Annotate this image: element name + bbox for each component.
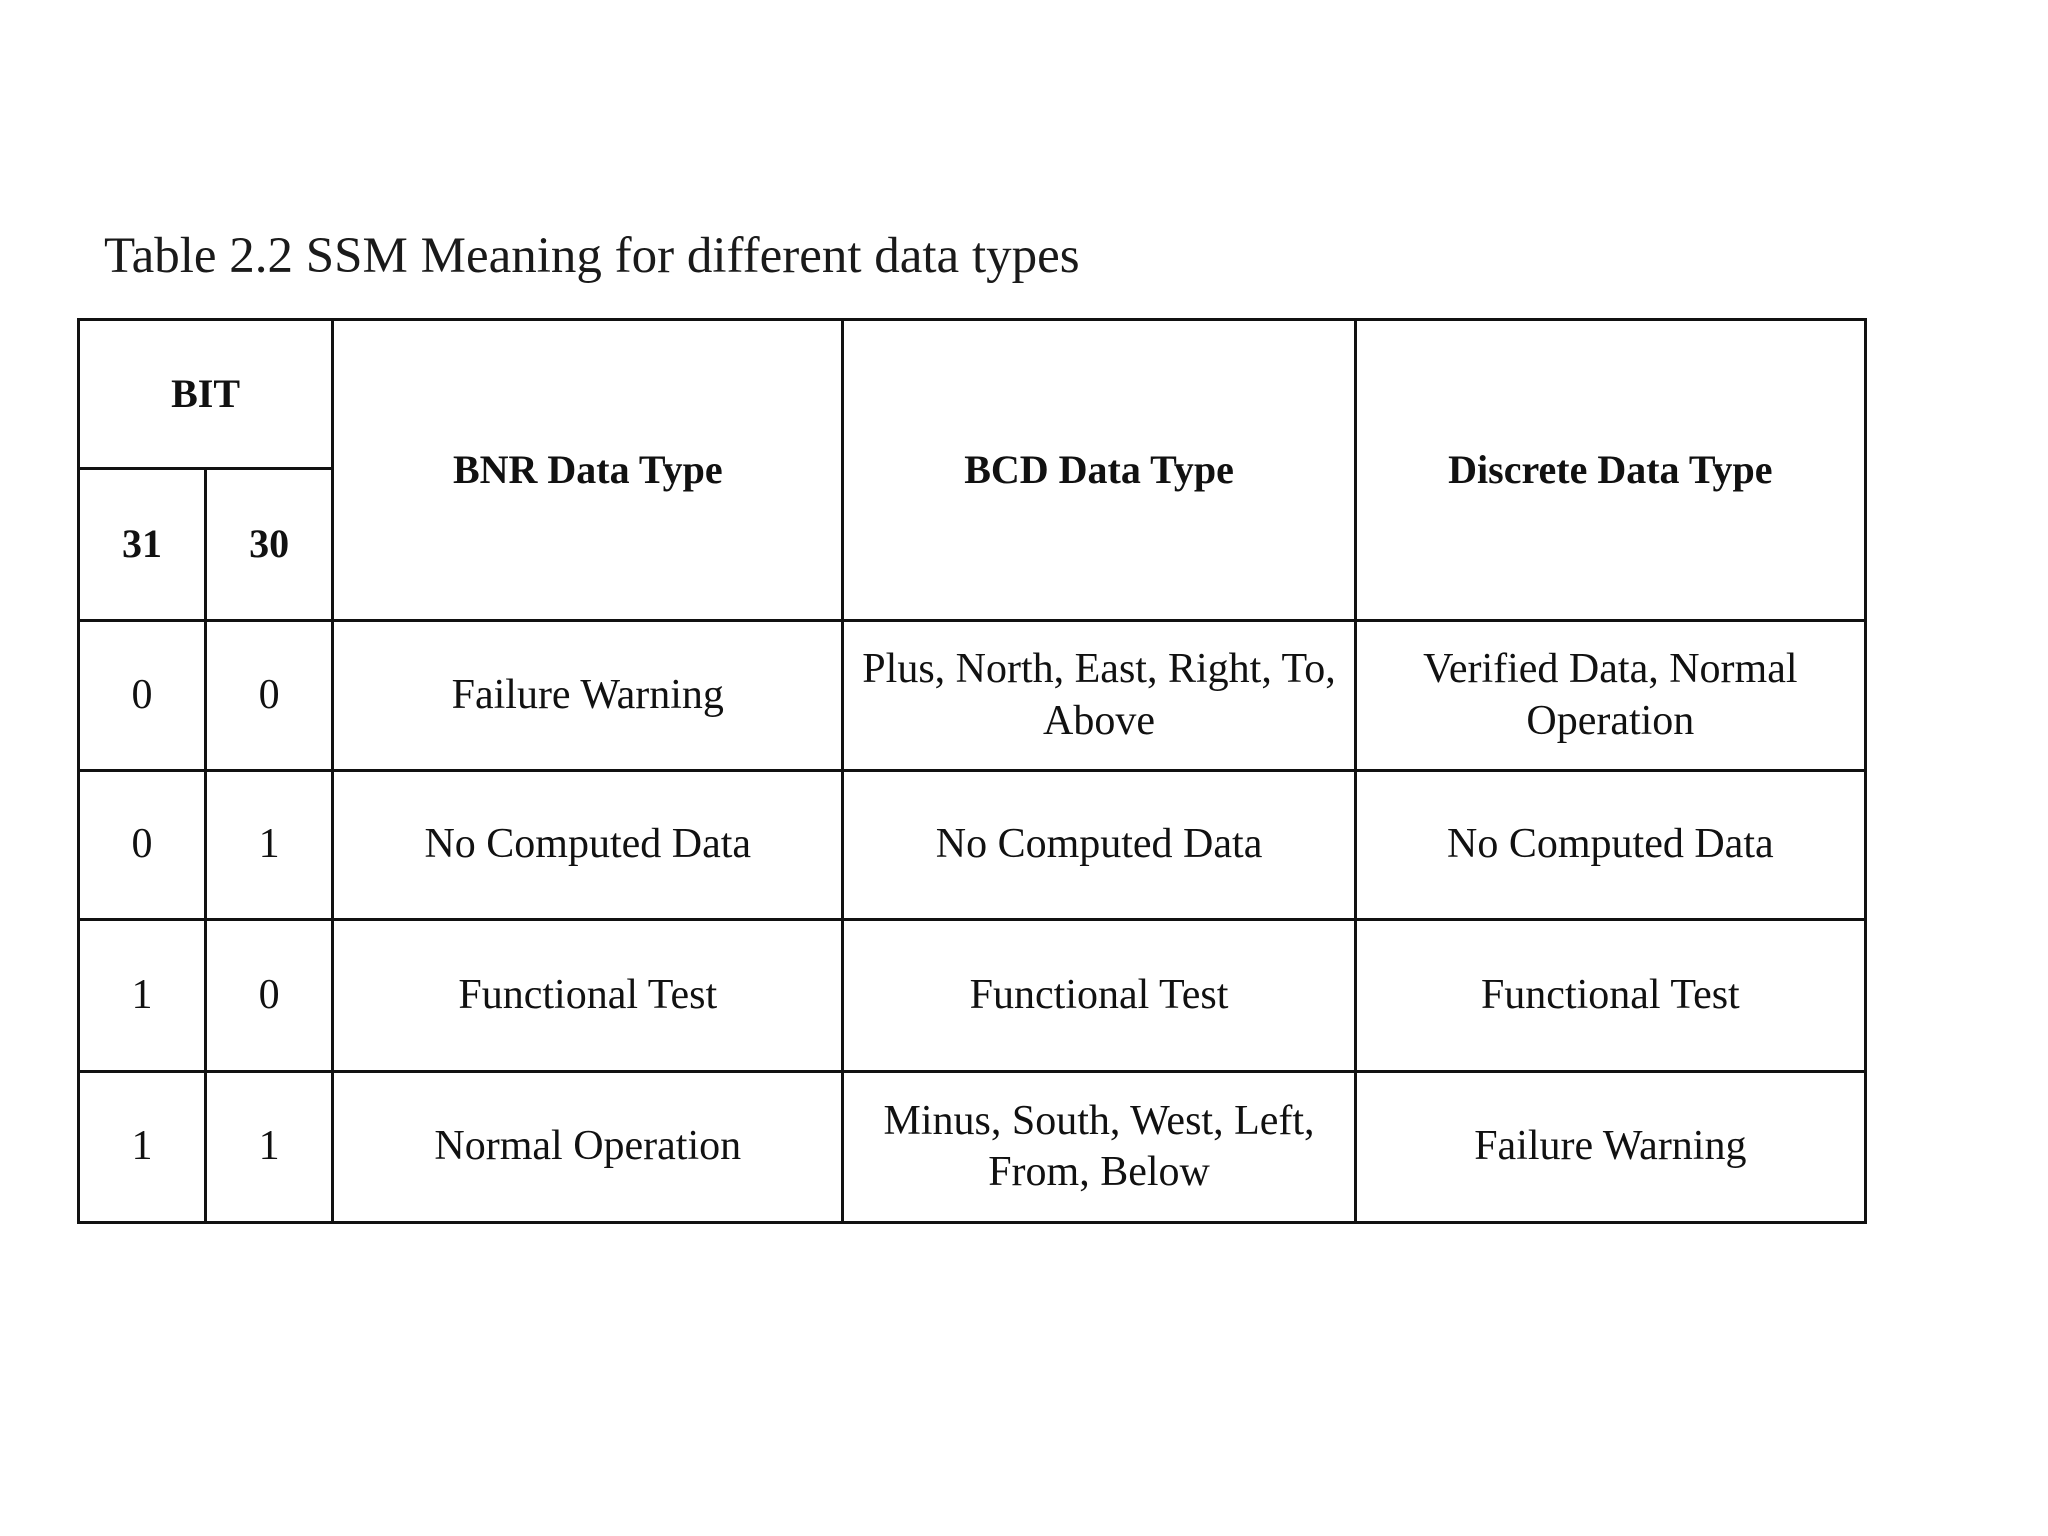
cell-bit31: 1 (79, 920, 206, 1072)
header-bcd: BCD Data Type (843, 320, 1355, 621)
cell-bcd: Plus, North, East, Right, To, Above (843, 621, 1355, 771)
table-row (79, 621, 1866, 771)
header-bit-31: 31 (79, 469, 206, 621)
header-bit-30: 30 (206, 469, 333, 621)
table-row (79, 1072, 1866, 1223)
cell-discrete: Failure Warning (1355, 1072, 1865, 1223)
cell-bit30: 0 (206, 621, 333, 771)
header-bit-group: BIT (79, 320, 333, 469)
table-row (79, 771, 1866, 920)
cell-bit31: 0 (79, 621, 206, 771)
cell-bnr: No Computed Data (333, 771, 843, 920)
cell-discrete: Verified Data, Normal Operation (1355, 621, 1865, 771)
cell-discrete: Functional Test (1355, 920, 1865, 1072)
cell-bit30: 1 (206, 1072, 333, 1223)
header-bnr: BNR Data Type (333, 320, 843, 621)
cell-bnr: Failure Warning (333, 621, 843, 771)
cell-bcd: Minus, South, West, Left, From, Below (843, 1072, 1355, 1223)
cell-bcd: Functional Test (843, 920, 1355, 1072)
cell-discrete: No Computed Data (1355, 771, 1865, 920)
header-discrete: Discrete Data Type (1355, 320, 1865, 621)
cell-bit31: 0 (79, 771, 206, 920)
table-caption: Table 2.2 SSM Meaning for different data types (104, 228, 1080, 284)
cell-bnr: Normal Operation (333, 1072, 843, 1223)
cell-bit31: 1 (79, 1072, 206, 1223)
table-row (79, 920, 1866, 1072)
header-row-top (79, 320, 1866, 469)
cell-bit30: 0 (206, 920, 333, 1072)
cell-bnr: Functional Test (333, 920, 843, 1072)
cell-bit30: 1 (206, 771, 333, 920)
cell-bcd: No Computed Data (843, 771, 1355, 920)
ssm-table (77, 318, 1867, 1224)
